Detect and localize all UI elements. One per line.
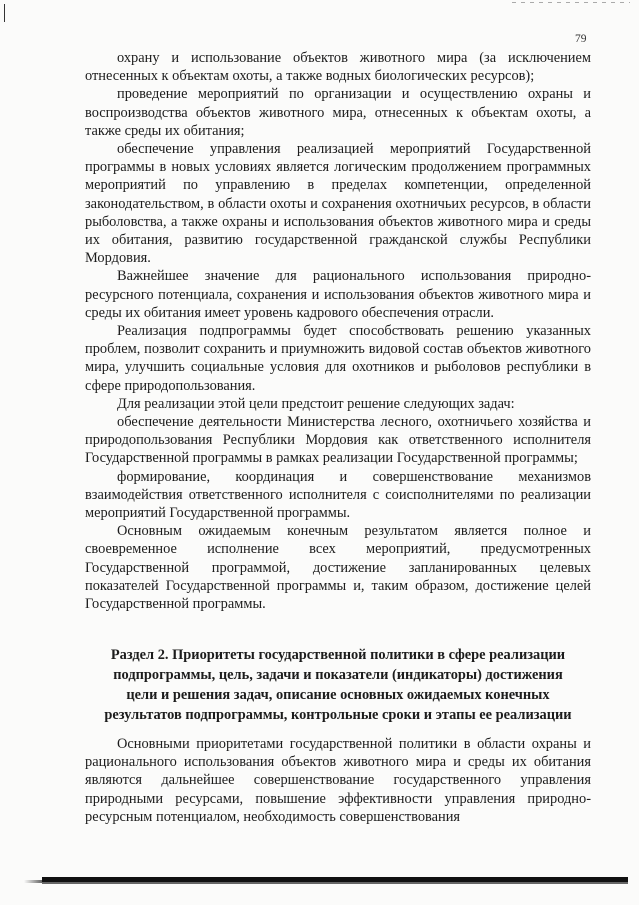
- scan-artifact: [512, 2, 630, 3]
- heading-line: Раздел 2. Приоритеты государственной политики в сфере реализации: [110, 647, 566, 663]
- page-number: 79: [575, 33, 587, 45]
- paragraph: охрану и использование объектов животного мира (за исключением отнесенных к объектам охоты, а также водных биологических ресурсов);: [85, 50, 591, 85]
- paragraph: Реализация подпрограммы будет способствовать решению указанных проблем, позволит сохранить и приумножить видовой состав объектов животного мира, улучшить социальные условия для охотников и рыболовов республики в сфере природопользования.: [85, 323, 591, 394]
- margin-mark: [4, 4, 5, 22]
- paragraph: проведение мероприятий по организации и осуществлению охраны и воспроизводства объектов животного мира, отнесенных к объектам охоты, а также среды их обитания;: [85, 86, 591, 139]
- bottom-rule: [42, 877, 628, 884]
- paragraph: Основными приоритетами государственной политики в области охраны и рационального использования объектов животного мира и среды их обитания являются дальнейшее совершенствование государственного управления природными ресурсами, повышение эффективности управления природно-ресурсным потенциалом, необходимость совершенствования: [85, 736, 591, 825]
- paragraph: обеспечение управления реализацией мероприятий Государственной программы в новых условиях является логическим продолжением программных мероприятий по управлению в пределах компетенции, определенной законодательством, в области охоты и сохранения охотничьих ресурсов, в области рыболовства, а также охраны и использования объектов животного мира и среды их обитания, развитию государственной гражданской службы Республики Мордовия.: [85, 141, 591, 267]
- section-heading: [85, 645, 591, 725]
- section-body-text: [85, 735, 591, 826]
- heading-line: цели и решения задач, описание основных ожидаемых конечных: [126, 687, 550, 703]
- body-text: [85, 49, 591, 613]
- heading-line: подпрограммы, цель, задачи и показатели (индикаторы) достижения: [113, 667, 563, 683]
- paragraph: Для реализации этой цели предстоит решение следующих задач:: [117, 395, 515, 412]
- paragraph: формирование, координация и совершенствование механизмов взаимодействия ответственного исполнителя с соисполнителями по реализации мероприятий Государственной программы.: [85, 468, 591, 522]
- paragraph: Важнейшее значение для рационального использования природно-ресурсного потенциала, сохранения и использования объектов животного мира и среды их обитания имеет уровень кадрового обеспечения отрасли.: [85, 268, 591, 321]
- paragraph: обеспечение деятельности Министерства лесного, охотничьего хозяйства и природопользования Республики Мордовия как ответственного исполнителя Государственной программы в рамках реализации Государственной программы;: [85, 414, 591, 467]
- heading-line: результатов подпрограммы, контрольные сроки и этапы ее реализации: [104, 707, 572, 723]
- paragraph: Основным ожидаемым конечным результатом является полное и своевременное исполнение всех мероприятий, предусмотренных Государственной программой, достижение запланированных целевых показателей Государственной программы и, таким образом, достижение целей Государственной программы.: [85, 523, 591, 613]
